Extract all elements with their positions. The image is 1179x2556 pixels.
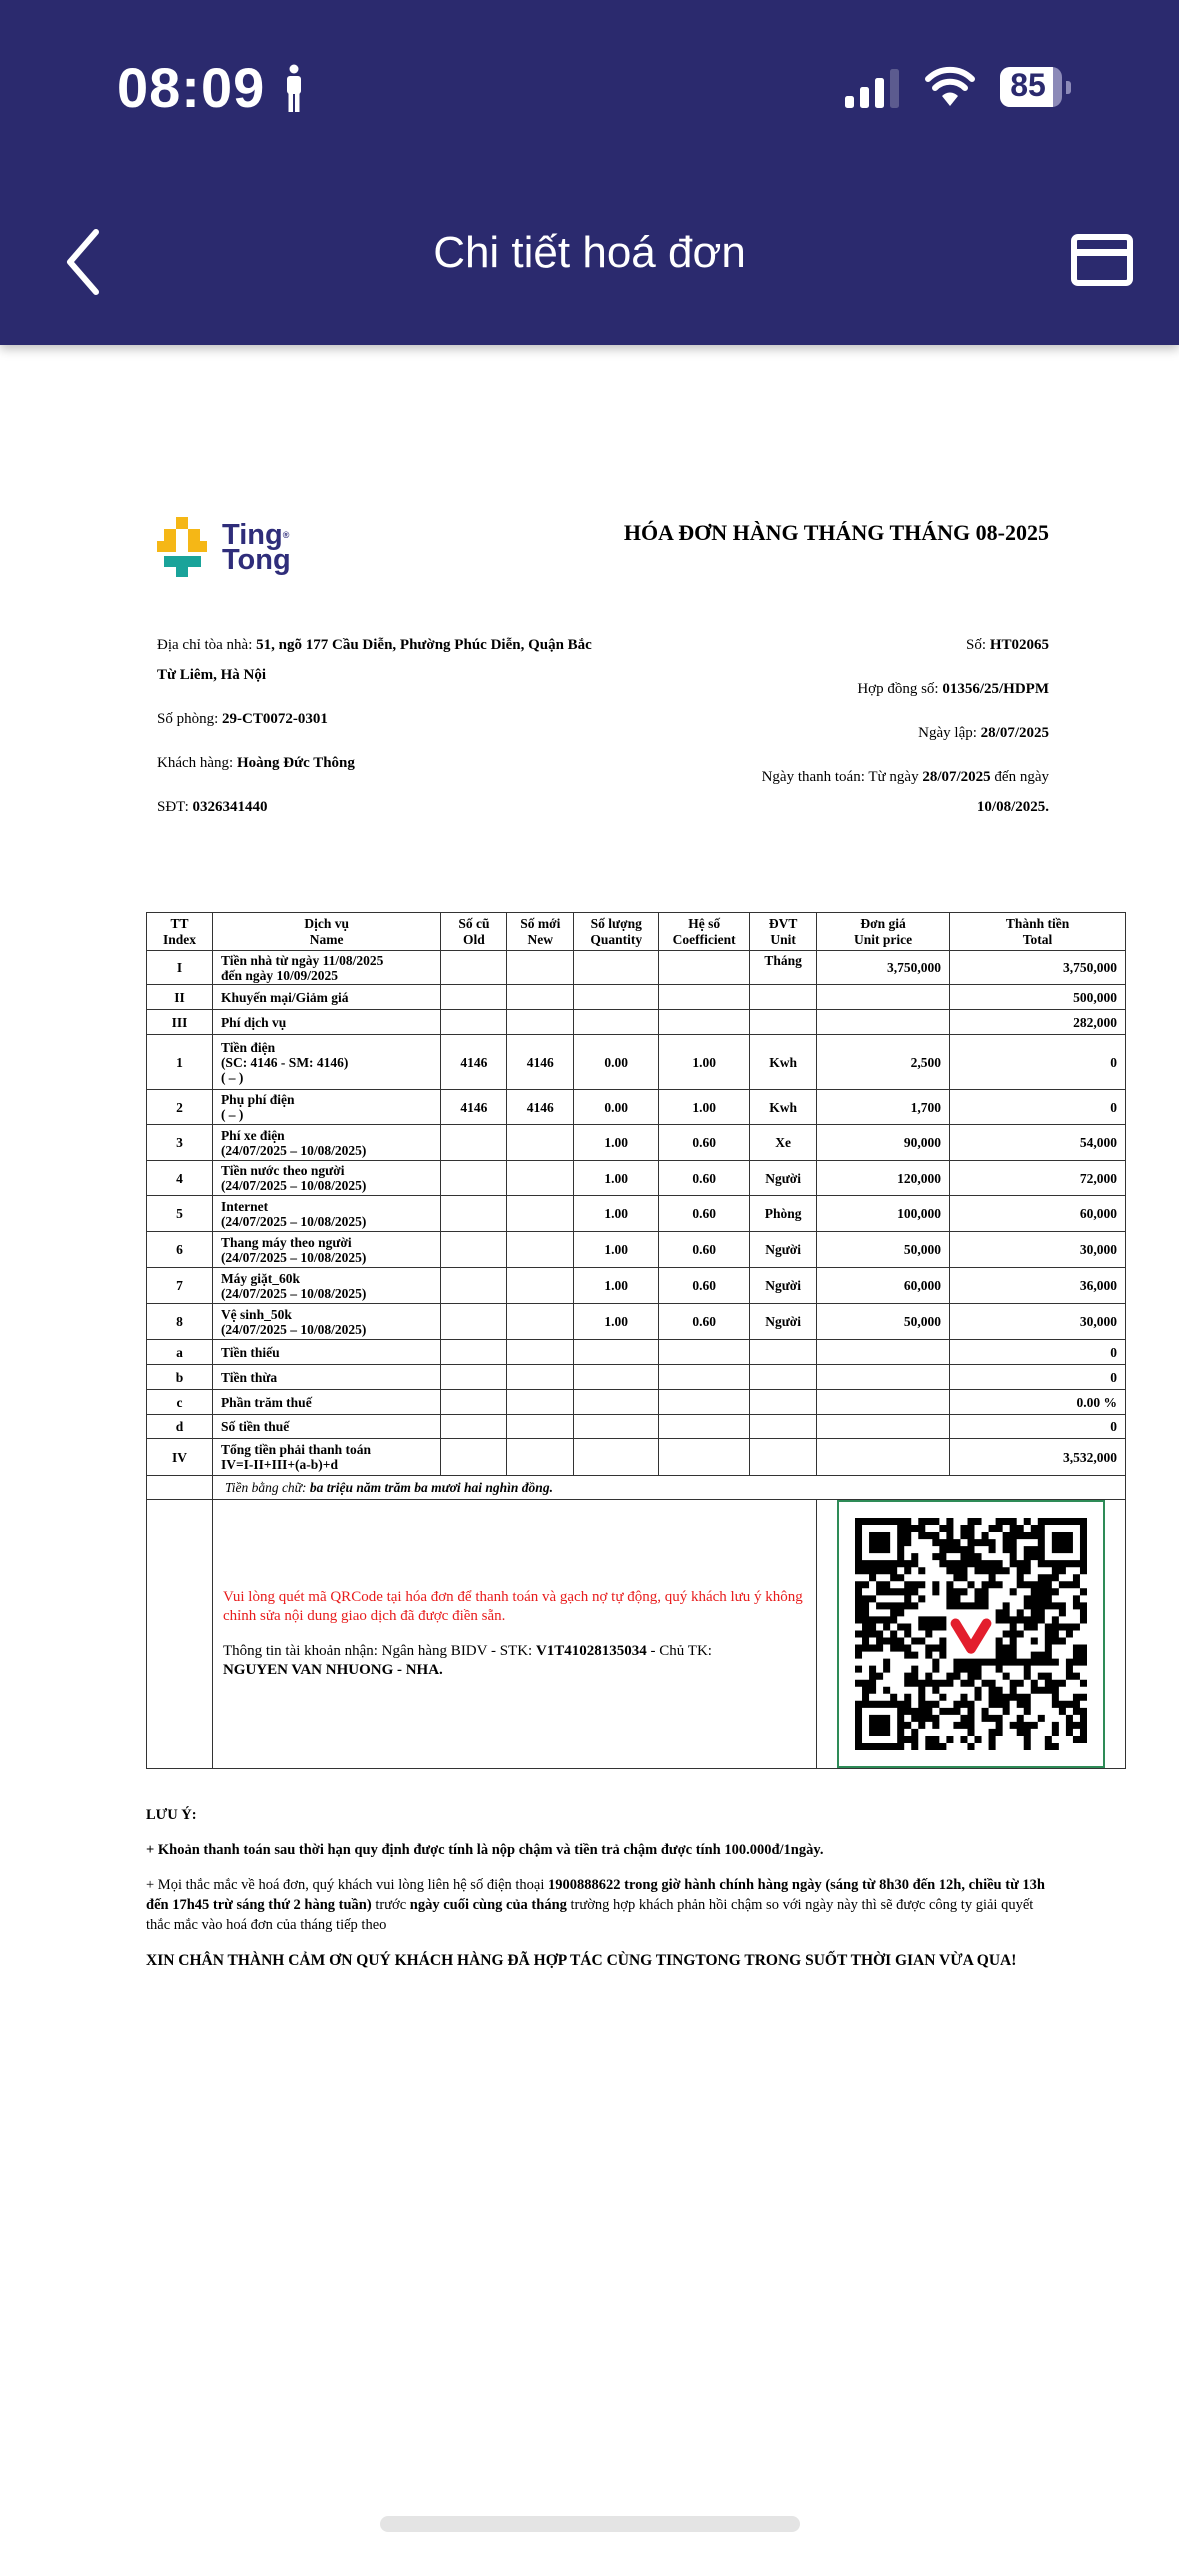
logo-line-1: Ting — [222, 519, 283, 551]
service-name: Tiền thiếu — [220, 1344, 280, 1360]
column-header — [507, 913, 574, 951]
column-header — [574, 913, 659, 951]
column-header — [212, 913, 440, 951]
service-name: Tiền thừa — [220, 1369, 278, 1385]
row-unit-price: 3,750,000 — [817, 951, 950, 985]
row-service-name — [212, 1439, 440, 1476]
service-name: Tiền điện — [220, 1039, 276, 1055]
row-new-reading — [507, 1304, 574, 1340]
row-new-reading: 4146 — [507, 1090, 574, 1125]
battery-percent: 85 — [1010, 67, 1046, 103]
row-service-name — [212, 1390, 440, 1415]
service-detail-2: ( – ) — [220, 1069, 244, 1085]
row-total: 72,000 — [950, 1161, 1126, 1196]
row-unit-price: 50,000 — [817, 1232, 950, 1268]
signal-bar — [875, 78, 884, 108]
row-service-name — [212, 1090, 440, 1125]
service-detail: (24/07/2025 – 10/08/2025) — [220, 1213, 367, 1229]
row-unit: Người — [750, 1232, 817, 1268]
payment-to: 10/08/2025. — [976, 799, 1049, 815]
column-header-vi: Số lượng — [590, 915, 642, 931]
row-unit: Người — [750, 1161, 817, 1196]
row-unit-price — [817, 1365, 950, 1390]
room-label: Số phòng: — [157, 711, 223, 727]
row-total: 500,000 — [950, 985, 1126, 1010]
row-service-name — [212, 1010, 440, 1035]
service-name: Phần trăm thuế — [220, 1394, 312, 1410]
qr-code-cell — [817, 1500, 1126, 1769]
invoice-number — [669, 630, 1049, 660]
late-fee-text: + Khoản thanh toán sau thời hạn quy định được tính là nộp chậm và tiền trả chậm được tính 100.000đ/1ngày. — [146, 1842, 824, 1858]
service-name: Tổng tiền phải thanh toán — [220, 1442, 371, 1457]
created-value: 28/07/2025 — [980, 725, 1049, 741]
row-quantity: 1.00 — [574, 1304, 659, 1340]
contact-hours: 1900888622 trong giờ hành chính hàng ngày (sáng từ 8h30 đến 12h, chiều từ 13h đến 17h45 trừ sáng thứ 2 hàng tuần) — [146, 1877, 1045, 1913]
table-row — [147, 1340, 1126, 1365]
service-name: Tiền nước theo người — [220, 1163, 345, 1178]
row-service-name — [212, 1161, 440, 1196]
row-total: 0 — [950, 1035, 1126, 1090]
row-index: 3 — [147, 1125, 213, 1161]
service-name: Vệ sinh_50k — [220, 1306, 292, 1322]
amount-in-words — [212, 1476, 1125, 1500]
row-coefficient: 0.60 — [659, 1125, 750, 1161]
row-coefficient — [659, 1390, 750, 1415]
column-header-vi: Đơn giá — [860, 915, 906, 931]
row-unit-price: 90,000 — [817, 1125, 950, 1161]
row-quantity: 1.00 — [574, 1232, 659, 1268]
row-old-reading — [441, 1304, 507, 1340]
payment-qr-row — [147, 1500, 1126, 1769]
service-name: Phí dịch vụ — [220, 1014, 287, 1030]
row-unit-price: 120,000 — [817, 1161, 950, 1196]
service-name: Phụ phí điện — [220, 1092, 295, 1107]
row-unit: Phòng — [750, 1196, 817, 1232]
table-row — [147, 1010, 1126, 1035]
column-header-vi: Số cũ — [458, 915, 490, 931]
row-service-name — [212, 951, 440, 985]
account-label: Thông tin tài khoản nhận: Ngân hàng BIDV - STK: — [222, 1643, 536, 1659]
column-header-en: Quantity — [590, 931, 643, 947]
row-unit-price: 2,500 — [817, 1035, 950, 1090]
signal-bar — [890, 69, 899, 108]
row-index: a — [147, 1340, 213, 1365]
row-total: 282,000 — [950, 1010, 1126, 1035]
row-coefficient: 1.00 — [659, 1035, 750, 1090]
table-row — [147, 1304, 1126, 1340]
row-index: IV — [147, 1439, 213, 1476]
row-service-name — [212, 1196, 440, 1232]
row-unit-price — [817, 1439, 950, 1476]
table-row — [147, 1161, 1126, 1196]
row-new-reading — [507, 1268, 574, 1304]
row-unit — [750, 1390, 817, 1415]
row-unit-price — [817, 1415, 950, 1439]
row-new-reading — [507, 1125, 574, 1161]
amount-words-value: ba triệu năm trăm ba mươi hai nghìn đồng. — [309, 1480, 553, 1495]
table-row — [147, 1125, 1126, 1161]
column-header-vi: TT — [170, 915, 189, 931]
payment-mid: đến ngày — [990, 769, 1049, 785]
payment-label: Ngày thanh toán: Từ ngày — [761, 769, 923, 785]
row-unit — [750, 1010, 817, 1035]
row-quantity — [574, 1415, 659, 1439]
service-name: Tiền nhà từ ngày 11/08/2025 — [220, 952, 384, 968]
contract-label: Hợp đồng số: — [857, 681, 943, 697]
service-detail: ( – ) — [220, 1107, 244, 1122]
column-header-en: New — [527, 931, 554, 947]
room-number — [157, 704, 597, 734]
customer-name — [157, 748, 597, 778]
row-unit: Kwh — [750, 1035, 817, 1090]
column-header-en: Total — [1022, 931, 1053, 947]
row-unit: Người — [750, 1268, 817, 1304]
logo-line-2: Tong — [222, 544, 291, 576]
column-header-en: Unit — [770, 931, 796, 947]
row-new-reading — [507, 1196, 574, 1232]
row-service-name — [212, 985, 440, 1010]
row-unit-price: 60,000 — [817, 1268, 950, 1304]
column-header-en: Old — [463, 931, 485, 947]
row-quantity — [574, 1439, 659, 1476]
created-date — [669, 718, 1049, 748]
service-detail: (24/07/2025 – 10/08/2025) — [220, 1178, 367, 1193]
row-new-reading — [507, 1390, 574, 1415]
row-old-reading — [441, 1415, 507, 1439]
empty-cell — [147, 1476, 213, 1500]
column-header-en: Coefficient — [672, 931, 736, 947]
row-total: 30,000 — [950, 1304, 1126, 1340]
row-coefficient — [659, 1340, 750, 1365]
row-unit: Tháng — [750, 951, 817, 985]
row-old-reading — [441, 1161, 507, 1196]
column-header — [817, 913, 950, 951]
contract-value: 01356/25/HDPM — [942, 681, 1049, 697]
signal-bar — [845, 96, 854, 108]
row-unit — [750, 1415, 817, 1439]
row-total: 60,000 — [950, 1196, 1126, 1232]
row-quantity: 1.00 — [574, 1268, 659, 1304]
row-index: I — [147, 951, 213, 985]
logo-wordmark — [222, 519, 291, 576]
row-unit: Xe — [750, 1125, 817, 1161]
row-index: 1 — [147, 1035, 213, 1090]
row-coefficient — [659, 1010, 750, 1035]
column-header — [950, 913, 1126, 951]
column-header-vi: Hệ số — [688, 915, 721, 931]
row-total: 30,000 — [950, 1232, 1126, 1268]
row-new-reading: 4146 — [507, 1035, 574, 1090]
row-service-name — [212, 1340, 440, 1365]
row-old-reading — [441, 1268, 507, 1304]
table-row — [147, 1090, 1126, 1125]
row-total: 0 — [950, 1340, 1126, 1365]
row-quantity — [574, 951, 659, 985]
column-header — [147, 913, 213, 951]
row-quantity: 1.00 — [574, 1196, 659, 1232]
contact-prefix: + Mọi thắc mắc về hoá đơn, quý khách vui lòng liên hệ số điện thoại — [146, 1877, 549, 1893]
room-value: 29-CT0072-0301 — [222, 711, 328, 727]
row-service-name — [212, 1232, 440, 1268]
customer-label: Khách hàng: — [157, 755, 237, 771]
row-coefficient: 0.60 — [659, 1161, 750, 1196]
row-quantity — [574, 1390, 659, 1415]
row-index: 8 — [147, 1304, 213, 1340]
column-header-vi: Thành tiền — [1005, 915, 1070, 931]
row-service-name — [212, 1304, 440, 1340]
table-row — [147, 1035, 1126, 1090]
table-row — [147, 1390, 1126, 1415]
column-header-en: Unit price — [854, 931, 913, 947]
contract-number — [669, 674, 1049, 704]
row-new-reading — [507, 1340, 574, 1365]
empty-cell — [147, 1500, 213, 1769]
amount-in-words-row — [147, 1476, 1126, 1500]
row-index: II — [147, 985, 213, 1010]
row-old-reading — [441, 1390, 507, 1415]
row-unit-price — [817, 1390, 950, 1415]
row-new-reading — [507, 1415, 574, 1439]
row-quantity: 0.00 — [574, 1035, 659, 1090]
row-unit-price: 1,700 — [817, 1090, 950, 1125]
column-header-vi: Số mới — [520, 915, 561, 931]
row-new-reading — [507, 951, 574, 985]
table-row — [147, 1365, 1126, 1390]
row-quantity — [574, 1340, 659, 1365]
invoice-table — [146, 912, 1126, 1769]
column-header-vi: ĐVT — [768, 915, 798, 931]
row-new-reading — [507, 1232, 574, 1268]
service-detail: (24/07/2025 – 10/08/2025) — [220, 1142, 367, 1158]
column-header — [441, 913, 507, 951]
row-old-reading — [441, 1125, 507, 1161]
row-index: 5 — [147, 1196, 213, 1232]
row-total: 0 — [950, 1365, 1126, 1390]
row-quantity — [574, 1365, 659, 1390]
column-header-vi: Dịch vụ — [304, 915, 349, 931]
row-old-reading — [441, 951, 507, 985]
row-index: c — [147, 1390, 213, 1415]
signal-bar — [860, 87, 869, 108]
service-detail: IV=I-II+III+(a-b)+d — [220, 1457, 338, 1472]
row-coefficient: 0.60 — [659, 1304, 750, 1340]
row-old-reading — [441, 985, 507, 1010]
wifi-icon — [925, 66, 975, 108]
service-name: Số tiền thuế — [220, 1419, 290, 1434]
payment-period — [669, 762, 1049, 822]
table-row — [147, 1196, 1126, 1232]
page-title: Chi tiết hoá đơn — [433, 228, 746, 277]
row-index: d — [147, 1415, 213, 1439]
thank-you-message: XIN CHÂN THÀNH CẢM ƠN QUÝ KHÁCH HÀNG ĐÃ HỢP TÁC CÙNG TINGTONG TRONG SUỐT THỜI GIAN VỪA QUA! — [146, 1952, 1017, 1969]
contact-deadline: ngày cuối cùng của tháng — [409, 1897, 567, 1913]
row-coefficient — [659, 1439, 750, 1476]
contact-mid: trước — [371, 1897, 410, 1913]
top-app-bar — [0, 0, 1179, 345]
row-unit-price — [817, 1010, 950, 1035]
row-quantity: 1.00 — [574, 1161, 659, 1196]
holder-label: - Chủ TK: — [646, 1643, 712, 1659]
invoice-number-label: Số: — [966, 637, 990, 653]
row-unit-price: 50,000 — [817, 1304, 950, 1340]
column-header-en: Name — [309, 931, 344, 947]
row-old-reading — [441, 1010, 507, 1035]
cellular-signal-icon — [845, 68, 903, 108]
service-name: Khuyến mại/Giảm giá — [220, 989, 349, 1005]
bank-account-info — [223, 1642, 806, 1680]
row-index: 2 — [147, 1090, 213, 1125]
account-holder: NGUYEN VAN NHUONG - NHA. — [222, 1662, 443, 1678]
table-row — [147, 1439, 1126, 1476]
customer-value: Hoàng Đức Thông — [236, 755, 355, 771]
row-total: 54,000 — [950, 1125, 1126, 1161]
service-name: Phí xe điện — [220, 1127, 285, 1143]
row-index: III — [147, 1010, 213, 1035]
row-coefficient: 1.00 — [659, 1090, 750, 1125]
address-label: Địa chỉ tòa nhà: — [157, 637, 257, 653]
amount-words-label: Tiền bằng chữ: — [224, 1480, 310, 1495]
invoice-number-value: HT02065 — [989, 637, 1049, 653]
row-quantity: 0.00 — [574, 1090, 659, 1125]
service-detail: (24/07/2025 – 10/08/2025) — [220, 1249, 367, 1265]
phone-value: 0326341440 — [192, 799, 268, 815]
row-quantity — [574, 1010, 659, 1035]
row-coefficient: 0.60 — [659, 1268, 750, 1304]
late-fee-note — [146, 1840, 1046, 1860]
service-name: Máy giặt_60k — [220, 1270, 301, 1286]
row-total: 0 — [950, 1090, 1126, 1125]
row-old-reading — [441, 1439, 507, 1476]
qr-code-frame — [837, 1500, 1105, 1768]
row-index: b — [147, 1365, 213, 1390]
status-time: 08:09 — [117, 56, 266, 119]
row-coefficient: 0.60 — [659, 1232, 750, 1268]
table-row — [147, 1268, 1126, 1304]
row-index: 6 — [147, 1232, 213, 1268]
row-unit-price — [817, 985, 950, 1010]
row-service-name — [212, 1268, 440, 1304]
row-new-reading — [507, 985, 574, 1010]
column-header — [659, 913, 750, 951]
service-name: Thang máy theo người — [220, 1234, 352, 1250]
row-old-reading — [441, 1232, 507, 1268]
row-unit — [750, 1439, 817, 1476]
row-old-reading — [441, 1340, 507, 1365]
phone-number — [157, 792, 597, 822]
service-detail: (24/07/2025 – 10/08/2025) — [220, 1285, 367, 1301]
row-coefficient — [659, 1365, 750, 1390]
building-address — [157, 630, 597, 690]
battery-indicator — [1000, 67, 1062, 107]
payment-card-button[interactable] — [1070, 232, 1134, 288]
table-row — [147, 1415, 1126, 1439]
row-coefficient: 0.60 — [659, 1196, 750, 1232]
service-detail: đến ngày 10/09/2025 — [220, 967, 338, 983]
service-detail: (24/07/2025 – 10/08/2025) — [220, 1321, 367, 1337]
row-coefficient — [659, 985, 750, 1010]
row-new-reading — [507, 1365, 574, 1390]
service-name: Internet — [220, 1198, 269, 1214]
row-unit — [750, 1365, 817, 1390]
customer-info — [157, 630, 597, 836]
row-quantity: 1.00 — [574, 1125, 659, 1161]
payment-instructions — [212, 1500, 816, 1769]
table-row — [147, 1232, 1126, 1268]
row-index: 7 — [147, 1268, 213, 1304]
phone-label: SĐT: — [157, 799, 193, 815]
table-header-row — [147, 913, 1126, 951]
invoice-meta — [669, 630, 1049, 836]
account-number: V1T41028135034 — [535, 1643, 647, 1659]
row-new-reading — [507, 1439, 574, 1476]
row-coefficient — [659, 951, 750, 985]
row-unit: Kwh — [750, 1090, 817, 1125]
row-total: 3,750,000 — [950, 951, 1126, 985]
created-label: Ngày lập: — [918, 725, 981, 741]
invoice-title: HÓA ĐƠN HÀNG THÁNG THÁNG 08-2025 — [623, 520, 1049, 545]
person-icon — [283, 64, 305, 112]
row-service-name — [212, 1125, 440, 1161]
table-row — [147, 951, 1126, 985]
home-indicator[interactable] — [380, 2516, 800, 2532]
row-service-name — [212, 1415, 440, 1439]
row-service-name — [212, 1365, 440, 1390]
row-index: 4 — [147, 1161, 213, 1196]
credit-card-icon — [1070, 232, 1134, 288]
payment-from: 28/07/2025 — [922, 769, 991, 785]
row-new-reading — [507, 1161, 574, 1196]
address-value: 51, ngõ 177 Cầu Diễn, Phường Phúc Diễn, Quận Bắc Từ Liêm, Hà Nội — [157, 637, 592, 683]
row-unit-price: 100,000 — [817, 1196, 950, 1232]
row-unit — [750, 985, 817, 1010]
service-detail: (SC: 4146 - SM: 4146) — [220, 1054, 349, 1070]
contact-note — [146, 1875, 1046, 1935]
row-unit — [750, 1340, 817, 1365]
column-header — [750, 913, 817, 951]
row-total: 0.00 % — [950, 1390, 1126, 1415]
row-old-reading — [441, 1365, 507, 1390]
table-row — [147, 985, 1126, 1010]
row-total: 3,532,000 — [950, 1439, 1126, 1476]
notes-title: LƯU Ý: — [146, 1807, 197, 1823]
battery-tip — [1066, 81, 1071, 94]
row-unit-price — [817, 1340, 950, 1365]
row-total: 36,000 — [950, 1268, 1126, 1304]
row-coefficient — [659, 1415, 750, 1439]
row-old-reading: 4146 — [441, 1035, 507, 1090]
notes-section — [146, 1805, 1046, 1987]
row-old-reading: 4146 — [441, 1090, 507, 1125]
qr-payment-note: Vui lòng quét mã QRCode tại hóa đơn để thanh toán và gạch nợ tự động, quý khách lưu ý không chỉnh sửa nội dung giao dịch đã được điền sẵn. — [222, 1589, 803, 1624]
row-total: 0 — [950, 1415, 1126, 1439]
logo-registered-mark: ® — [282, 530, 290, 540]
row-quantity — [574, 985, 659, 1010]
row-new-reading — [507, 1010, 574, 1035]
column-header-en: Index — [162, 931, 196, 947]
qr-code-icon[interactable] — [855, 1518, 1087, 1750]
contact-suffix: trường hợp khách phản hồi chậm so với ngày này thì sẽ được công ty giải quyết thắc mắc vào hoá đơn của tháng tiếp theo — [146, 1897, 1034, 1933]
row-old-reading — [441, 1196, 507, 1232]
row-unit: Người — [750, 1304, 817, 1340]
row-service-name — [212, 1035, 440, 1090]
